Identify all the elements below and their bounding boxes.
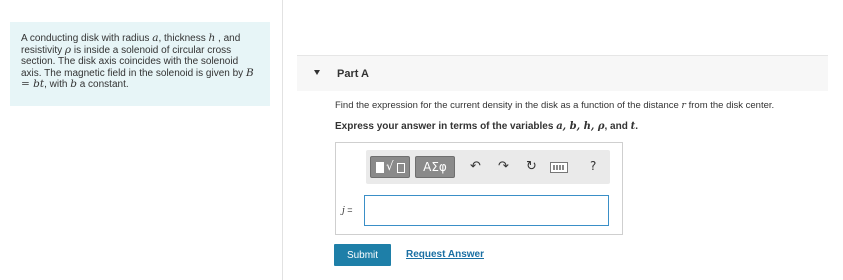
field-equation: B = bt: [21, 66, 254, 90]
math-toolbar: [366, 150, 610, 184]
var-r: r: [681, 100, 686, 111]
templates-button[interactable]: [370, 156, 410, 178]
problem-statement: [10, 22, 270, 106]
answer-input[interactable]: [364, 195, 609, 226]
reset-icon[interactable]: ↻: [526, 159, 537, 174]
question-text: Find the expression for the current density in the disk as a function of the distance r from the disk center.: [335, 100, 775, 111]
part-a-header[interactable]: [297, 55, 828, 91]
var-t: t: [630, 121, 636, 132]
answer-vars: a, b, h, ρ: [556, 121, 605, 132]
template-box-icon: [376, 162, 384, 173]
problem-text: is inside a solenoid of circular cross section. The disk axis coincides with the solenoid axis. The magnetic field in the solenoid is given by: [21, 44, 246, 79]
submit-button[interactable]: Submit: [334, 244, 391, 266]
answer-box: [335, 142, 623, 235]
var-b: b: [70, 78, 77, 90]
sqrt-icon: √: [386, 159, 394, 173]
problem-text: a constant.: [76, 79, 129, 90]
answer-instructions: Express your answer in terms of the variables a, b, h, ρ, and t.: [335, 121, 639, 132]
answer-label: j =: [342, 205, 353, 216]
caret-down-icon[interactable]: [314, 70, 320, 75]
undo-icon[interactable]: ↶: [470, 159, 481, 174]
var-a: a: [152, 32, 159, 44]
request-answer-link[interactable]: Request Answer: [406, 249, 484, 260]
var-rho: ρ: [64, 43, 72, 56]
problem-text: , with: [44, 79, 71, 90]
var-h: h: [208, 32, 216, 44]
template-box-icon: [397, 163, 405, 173]
part-label: Part A: [337, 68, 369, 80]
problem-pane: [0, 0, 283, 280]
keyboard-icon[interactable]: [550, 162, 568, 173]
help-icon[interactable]: ?: [590, 159, 597, 173]
problem-text: , thickness: [158, 33, 209, 44]
redo-icon[interactable]: ↷: [498, 159, 509, 174]
problem-text: A conducting disk with radius: [21, 33, 153, 44]
greek-symbols-button[interactable]: ΑΣφ: [415, 156, 455, 178]
problem-text: , and resistivity: [21, 33, 241, 56]
